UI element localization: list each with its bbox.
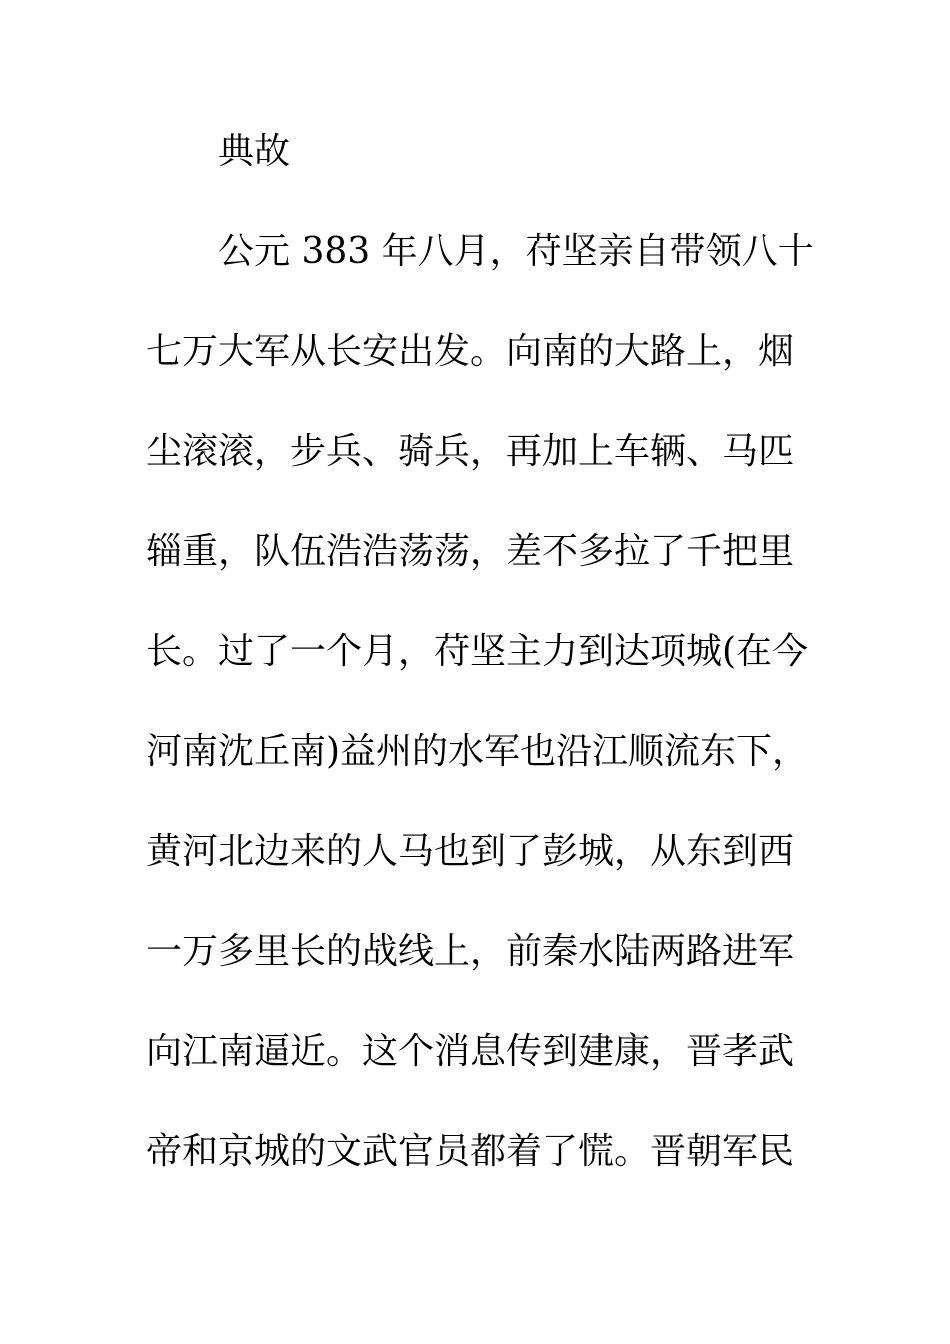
paragraph-line: 河南沈丘南)益州的水军也沿江顺流东下，	[146, 731, 809, 772]
paragraph-line: 辎重，队伍浩浩荡荡，差不多拉了千把里	[146, 531, 795, 572]
paragraph-body	[146, 228, 814, 1228]
paragraph-line: 向江南逼近。这个消息传到建康，晋孝武	[146, 1031, 795, 1072]
paragraph-line: 一万多里长的战线上，前秦水陆两路进军	[146, 931, 795, 972]
paragraph-line: 帝和京城的文武官员都着了慌。晋朝军民	[146, 1131, 795, 1172]
paragraph-line: 公元 383 年八月，苻坚亲自带领八十	[218, 231, 814, 272]
paragraph-line: 尘滚滚，步兵、骑兵，再加上车辆、马匹	[146, 431, 795, 472]
paragraph-line: 长。过了一个月，苻坚主力到达项城(在今	[146, 631, 809, 672]
section-heading: 典故	[218, 131, 291, 172]
paragraph-line: 黄河北边来的人马也到了彭城，从东到西	[146, 831, 795, 872]
paragraph-line: 七万大军从长安出发。向南的大路上，烟	[146, 331, 795, 372]
